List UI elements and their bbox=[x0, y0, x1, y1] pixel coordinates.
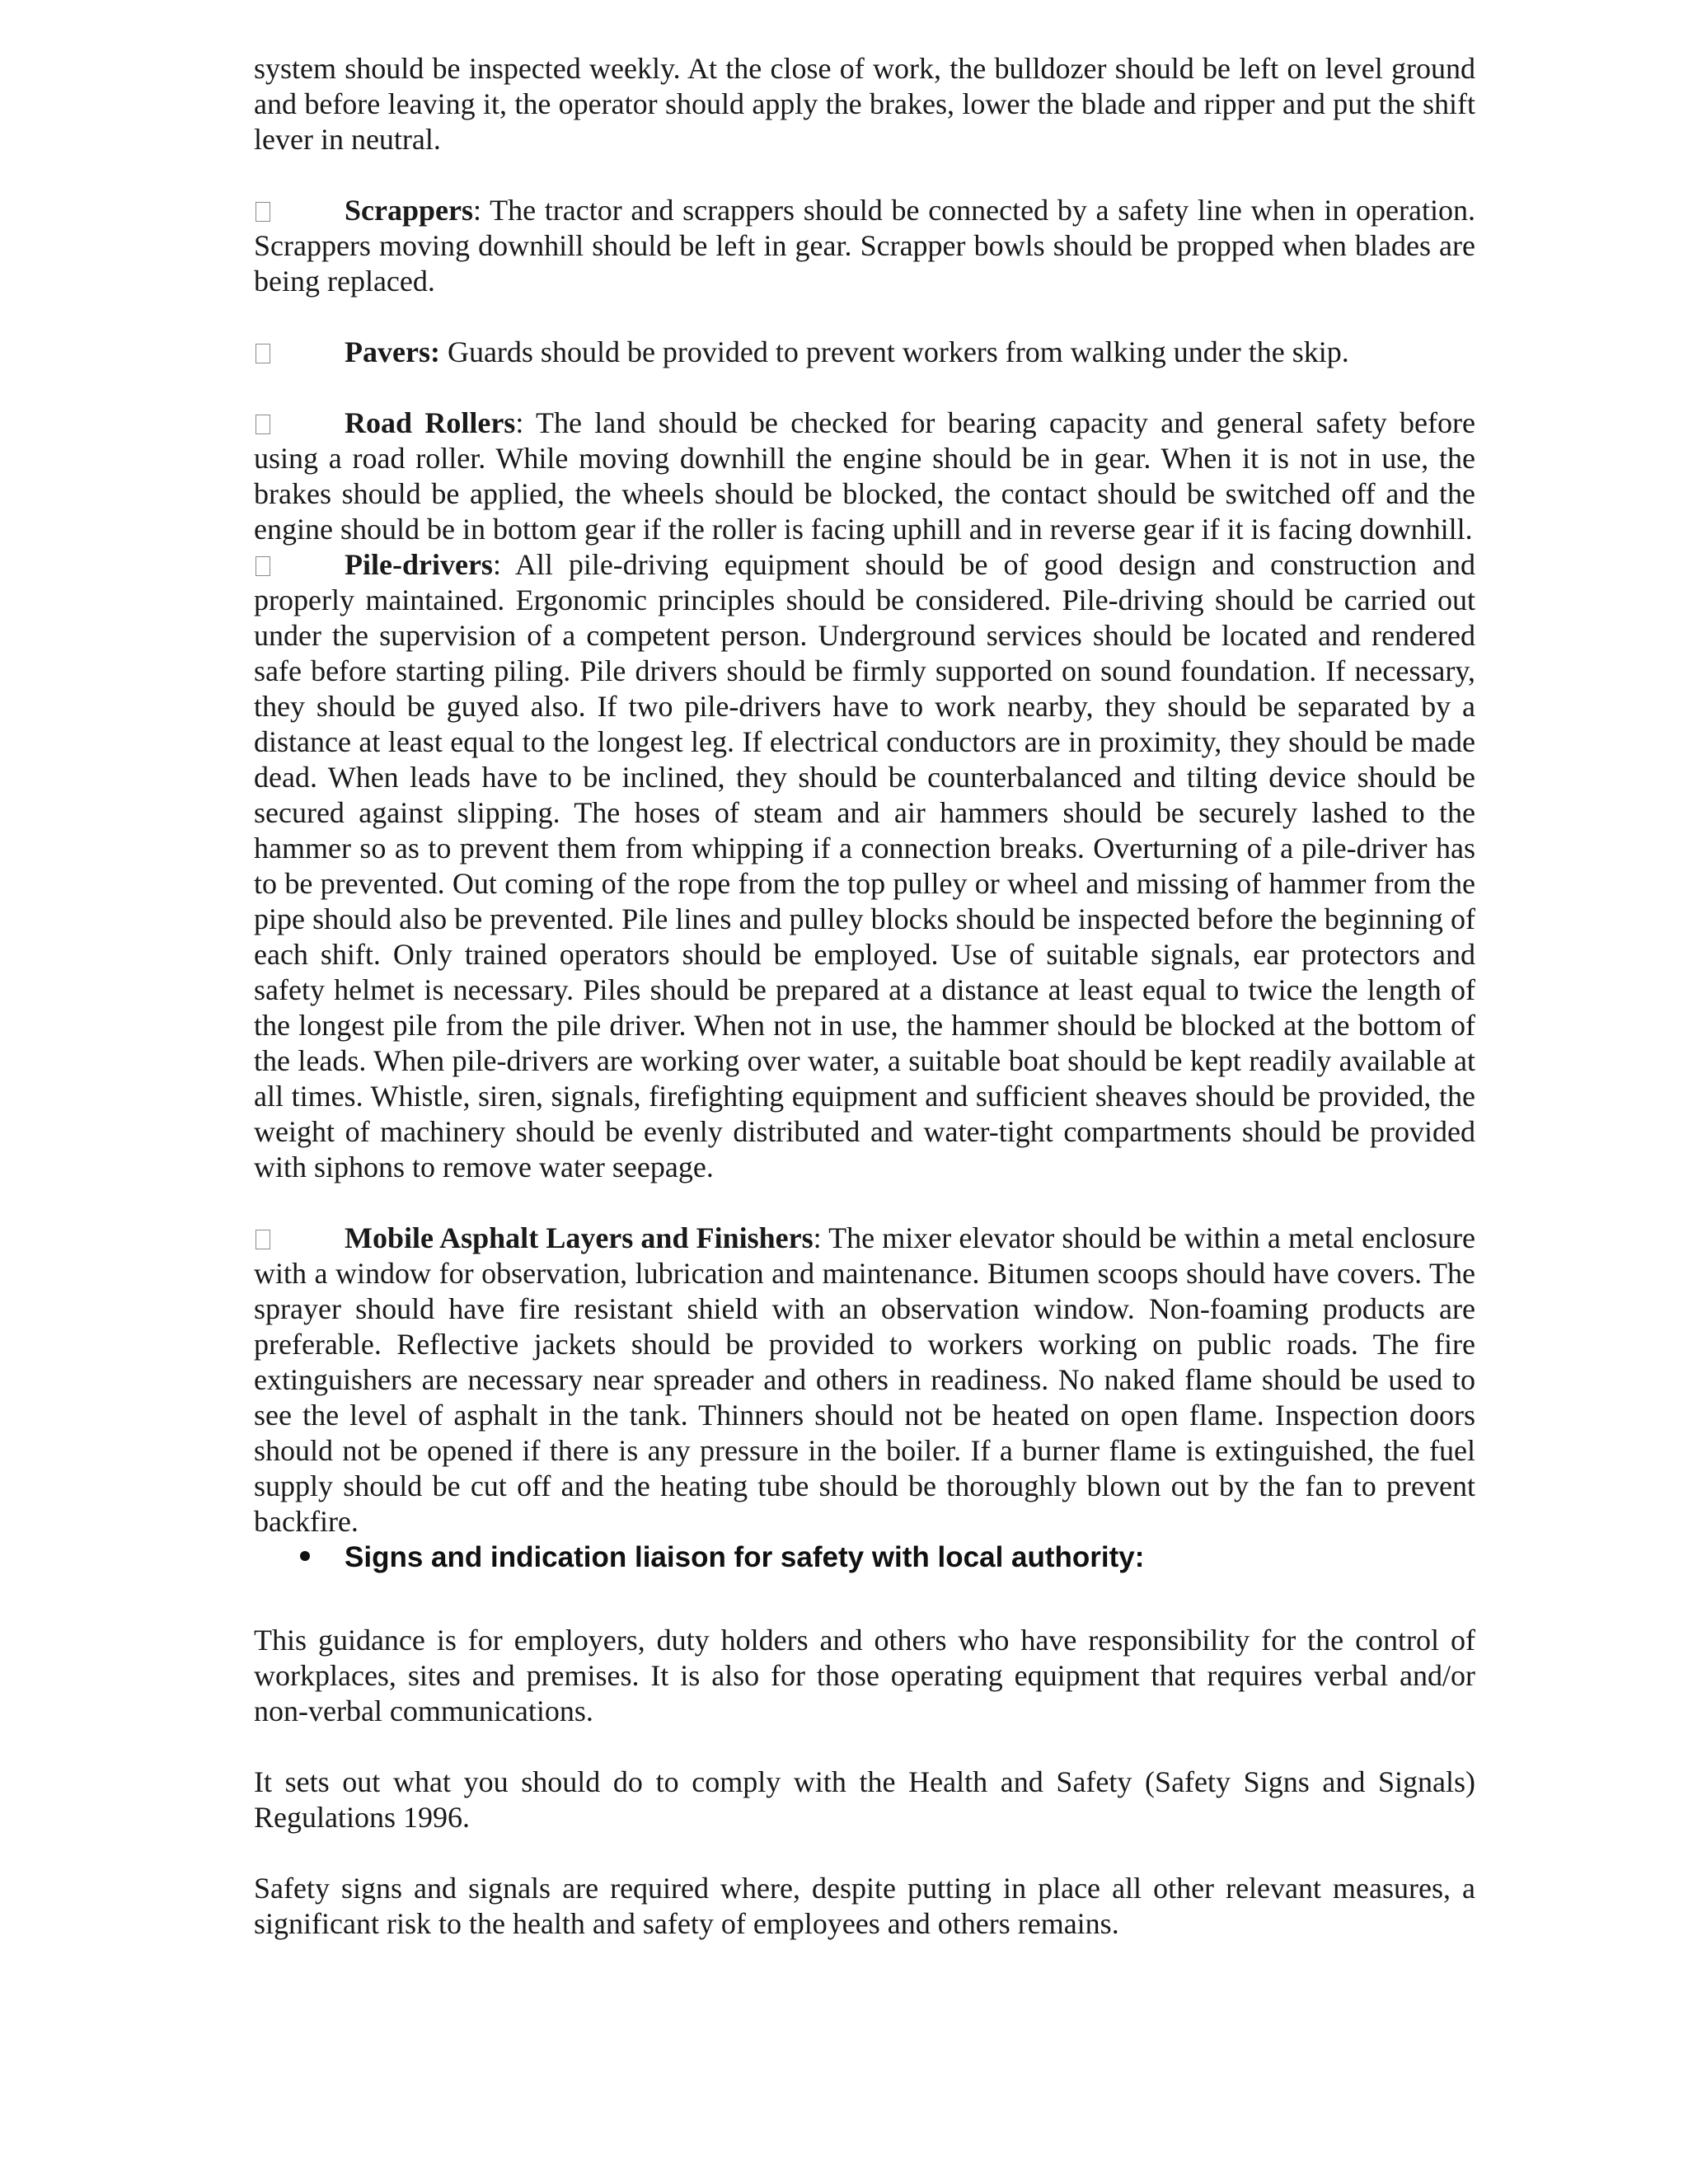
item-term: Mobile Asphalt Layers and Finishers bbox=[345, 1221, 814, 1254]
list-item-road-rollers bbox=[254, 405, 1475, 547]
closing-paragraph-1: This guidance is for employers, duty holders and others who have responsibility for the control of workplaces, sites and premises. It is also for those operating equipment that requires verbal and/or non-verbal communications. bbox=[254, 1624, 1475, 1727]
item-text: Guards should be provided to prevent workers from walking under the skip. bbox=[439, 335, 1349, 368]
spacer bbox=[254, 1185, 1475, 1221]
spacer bbox=[254, 1835, 1475, 1871]
closing-paragraph-2: It sets out what you should do to comply with the Health and Safety (Safety Signs and Signals) Regulations 1996. bbox=[254, 1765, 1475, 1834]
list-item-pavers bbox=[254, 335, 1475, 370]
item-term: Pavers: bbox=[345, 335, 440, 368]
checkbox-glyph-icon bbox=[256, 1230, 270, 1249]
item-term: Pile-drivers bbox=[345, 548, 493, 581]
intro-paragraph: system should be inspected weekly. At the close of work, the bulldozer should be left on level ground and before leaving it, the operator should apply the brakes, lower the blade and ripper and put the shift lever in neutral. bbox=[254, 52, 1475, 156]
checkbox-glyph-icon bbox=[256, 344, 270, 363]
checkbox-glyph-icon bbox=[256, 415, 270, 434]
spacer bbox=[254, 299, 1475, 335]
item-text: The mixer elevator should be within a metal enclosure with a window for observation, lubrication and maintenance. Bitumen scoops should have covers. The sprayer should have fire resistant shield with an observation window. Non-foaming products are preferable. Reflective jackets should be provided to workers working on public roads. The fire extinguishers are necessary near spreader and others in readiness. No naked flame should be used to see the level of asphalt in the tank. Thinners should not be heated on open flame. Inspection doors should not be opened if there is any pressure in the boiler. If a burner flame is extinguished, the fuel supply should be cut off and the heating tube should be thoroughly blown out by the fan to prevent backfire. bbox=[254, 1221, 1475, 1538]
item-separator: : bbox=[492, 548, 501, 581]
spacer bbox=[254, 1575, 1475, 1610]
list-item-pile-drivers bbox=[254, 547, 1475, 1185]
closing-paragraph-3: Safety signs and signals are required where, despite putting in place all other relevant measures, a significant risk to the health and safety of employees and others remains. bbox=[254, 1872, 1475, 1940]
document-page bbox=[254, 51, 1475, 1942]
bullet-icon bbox=[300, 1551, 310, 1561]
item-text: All pile-driving equipment should be of good design and construction and properly maintained. Ergonomic principles should be considered. Pile-driving should be carried out under the supervision of a competent person. Underground services should be located and rendered safe before starting piling. Pile drivers should be firmly supported on sound foundation. If necessary, they should be guyed also. If two pile-drivers have to work nearby, they should be separated by a distance at least equal to the longest leg. If electrical conductors are in proximity, they should be made dead. When leads have to be inclined, they should be counterbalanced and tilting device should be secured against slipping. The hoses of steam and air hammers should be securely lashed to the hammer so as to prevent them from whipping if a connection breaks. Overturning of a pile-driver has to be prevented. Out coming of the rope from the top pulley or wheel and missing of hammer from the pipe should also be prevented. Pile lines and pulley blocks should be inspected before the beginning of each shift. Only trained operators should be employed. Use of suitable signals, ear protectors and safety helmet is necessary. Piles should be prepared at a distance at least equal to twice the length of the longest pile from the pile driver. When not in use, the hammer should be blocked at the bottom of the leads. When pile-drivers are working over water, a suitable boat should be kept readily available at all times. Whistle, siren, signals, firefighting equipment and sufficient sheaves should be provided, the weight of machinery should be evenly distributed and water-tight compartments should be provided with siphons to remove water seepage. bbox=[254, 548, 1475, 1183]
section-heading bbox=[254, 1540, 1475, 1575]
list-item-asphalt-layers bbox=[254, 1221, 1475, 1540]
section-heading-text: Signs and indication liaison for safety with local authority: bbox=[345, 1541, 1145, 1573]
item-text: The land should be checked for bearing capacity and general safety before using a road roller. While moving downhill the engine should be in gear. When it is not in use, the brakes should be applied, the wheels should be blocked, the contact should be switched off and the engine should be in bottom gear if the roller is facing uphill and in reverse gear if it is facing downhill. bbox=[254, 406, 1475, 546]
spacer bbox=[254, 1610, 1475, 1623]
spacer bbox=[254, 1729, 1475, 1765]
checkbox-glyph-icon bbox=[256, 556, 270, 576]
item-term: Road Rollers bbox=[345, 406, 516, 439]
list-item-scrappers bbox=[254, 193, 1475, 299]
item-separator: : bbox=[813, 1221, 822, 1254]
checkbox-glyph-icon bbox=[256, 202, 270, 222]
item-term: Scrappers bbox=[345, 194, 473, 227]
item-separator: : bbox=[473, 194, 482, 227]
item-text: The tractor and scrappers should be connected by a safety line when in operation. Scrappers moving downhill should be left in gear. Scrapper bowls should be propped when blades are being replaced. bbox=[254, 194, 1475, 298]
item-separator: : bbox=[515, 406, 524, 439]
spacer bbox=[254, 370, 1475, 405]
spacer bbox=[254, 157, 1475, 193]
